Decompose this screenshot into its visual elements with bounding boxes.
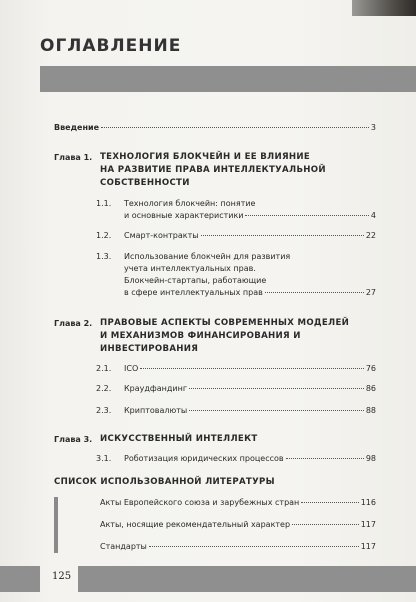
toc-entry-intro[interactable] bbox=[54, 122, 376, 133]
toc-entry-bibliography[interactable] bbox=[100, 519, 376, 530]
footer-bar-right bbox=[78, 566, 416, 592]
section-number: 2.2. bbox=[96, 384, 112, 393]
chapter-title-line: СОБСТВЕННОСТИ bbox=[100, 178, 190, 188]
entry-label: Введение bbox=[54, 123, 100, 132]
entry-page: 76 bbox=[365, 364, 376, 373]
chapter-number: Глава 3. bbox=[54, 435, 93, 444]
toc-entry-section[interactable] bbox=[124, 210, 376, 221]
toc-entry-section[interactable] bbox=[124, 230, 376, 241]
entry-label: Акты, носящие рекомендательный характер bbox=[100, 520, 291, 529]
entry-page: 86 bbox=[365, 384, 376, 393]
chapter-title-line: НА РАЗВИТИЕ ПРАВА ИНТЕЛЛЕКТУАЛЬНОЙ bbox=[100, 165, 326, 175]
entry-label: Стандарты bbox=[100, 542, 147, 551]
leader-dots bbox=[265, 292, 364, 293]
entry-label: ICO bbox=[124, 364, 139, 373]
section-number: 2.3. bbox=[96, 406, 112, 415]
footer-bar-left bbox=[0, 566, 40, 592]
leader-dots bbox=[201, 235, 364, 236]
chapter-number: Глава 1. bbox=[54, 153, 93, 162]
entry-label: и основные характеристики bbox=[124, 211, 244, 220]
toc-entry-bibliography[interactable] bbox=[100, 497, 376, 508]
entry-page: 117 bbox=[360, 520, 376, 529]
leader-dots bbox=[149, 546, 359, 547]
leader-dots bbox=[245, 215, 368, 216]
leader-dots bbox=[189, 410, 364, 411]
page-number: 125 bbox=[52, 571, 72, 582]
leader-dots bbox=[292, 524, 359, 525]
section-number: 2.1. bbox=[96, 364, 112, 373]
chapter-title-line: ИСКУССТВЕННЫЙ ИНТЕЛЛЕКТ bbox=[100, 434, 258, 444]
entry-page: 117 bbox=[360, 542, 376, 551]
entry-page: 98 bbox=[365, 454, 376, 463]
section-title-line: Технология блокчейн: понятие bbox=[124, 199, 256, 208]
section-title-line: учета интеллектуальных прав. bbox=[124, 264, 256, 273]
leader-dots bbox=[101, 127, 369, 128]
entry-label: Акты Европейского союза и зарубежных стран bbox=[100, 498, 300, 507]
section-title-line: Блокчейн-стартапы, работающие bbox=[124, 276, 267, 285]
entry-page: 4 bbox=[370, 211, 376, 220]
toc-entry-section[interactable] bbox=[124, 287, 376, 298]
chapter-title-line: И МЕХАНИЗМОВ ФИНАНСИРОВАНИЯ И bbox=[100, 331, 301, 341]
entry-label: Криптовалюты bbox=[124, 406, 188, 415]
toc-title: ОГЛАВЛЕНИЕ bbox=[40, 36, 182, 56]
section-number: 1.2. bbox=[96, 231, 112, 240]
section-title-line: Использование блокчейн для развития bbox=[124, 252, 291, 261]
entry-label: Смарт-контракты bbox=[124, 231, 199, 240]
entry-label: Краудфандинг bbox=[124, 384, 188, 393]
section-number: 1.3. bbox=[96, 252, 112, 261]
bibliography-title: СПИСОК ИСПОЛЬЗОВАННОЙ ЛИТЕРАТУРЫ bbox=[54, 477, 275, 487]
bibliography-side-bar bbox=[54, 497, 58, 553]
entry-page: 116 bbox=[360, 498, 376, 507]
chapter-title-line: ИНВЕСТИРОВАНИЯ bbox=[100, 344, 199, 354]
chapter-title-line: ТЕХНОЛОГИЯ БЛОКЧЕЙН И ЕЕ ВЛИЯНИЕ bbox=[100, 152, 311, 162]
toc-entry-section[interactable] bbox=[124, 453, 376, 464]
entry-page: 3 bbox=[370, 123, 376, 132]
entry-page: 22 bbox=[365, 231, 376, 240]
section-number: 1.1. bbox=[96, 199, 112, 208]
leader-dots bbox=[301, 502, 358, 503]
entry-page: 88 bbox=[365, 406, 376, 415]
leader-dots bbox=[189, 388, 364, 389]
chapter-number: Глава 2. bbox=[54, 319, 93, 328]
toc-entry-bibliography[interactable] bbox=[100, 541, 376, 552]
toc-entry-section[interactable] bbox=[124, 363, 376, 374]
entry-page: 27 bbox=[365, 288, 376, 297]
toc-entry-section[interactable] bbox=[124, 383, 376, 394]
toc-entry-section[interactable] bbox=[124, 405, 376, 416]
leader-dots bbox=[140, 368, 364, 369]
section-number: 3.1. bbox=[96, 454, 112, 463]
leader-dots bbox=[286, 458, 364, 459]
entry-label: в сфере интеллектуальных прав bbox=[124, 288, 263, 297]
chapter-title-line: ПРАВОВЫЕ АСПЕКТЫ СОВРЕМЕННЫХ МОДЕЛЕЙ bbox=[100, 318, 350, 328]
entry-label: Роботизация юридических процессов bbox=[124, 454, 284, 463]
